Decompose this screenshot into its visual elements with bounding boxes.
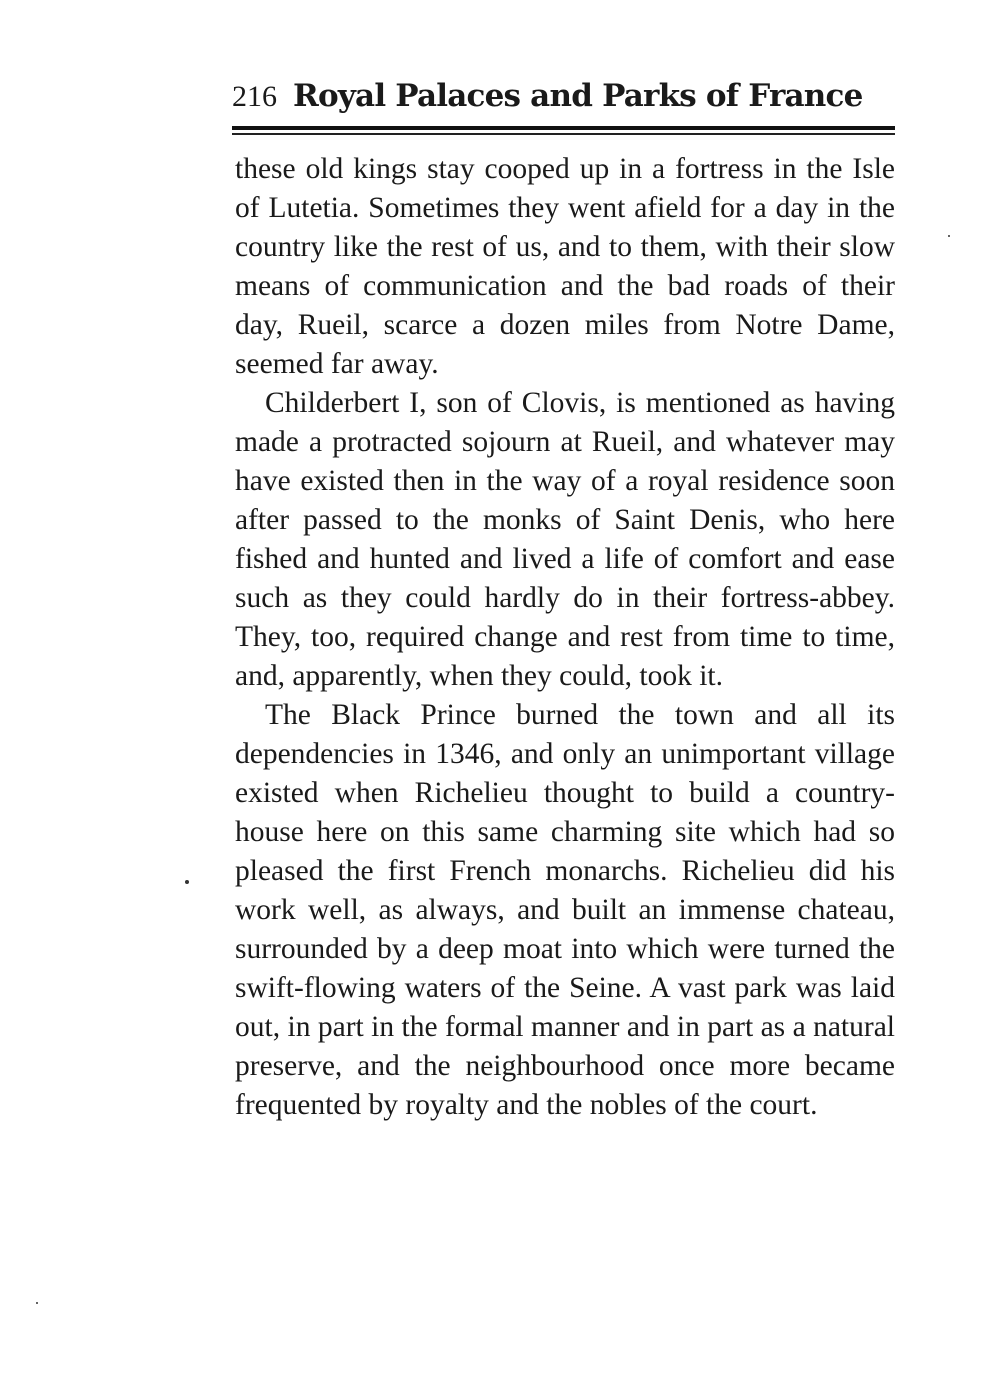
scan-speck <box>185 880 189 884</box>
body-text <box>235 150 895 1125</box>
header-rule-thick <box>232 126 895 130</box>
scan-speck <box>36 1302 38 1304</box>
paragraph-childerbert: Childerbert I, son of Clovis, is mentioned as having made a protracted sojourn at Rueil, and whatever may have existed then in the way of a royal residence soon after passed to the monks of Saint Denis, who here fished and hunted and lived a life of comfort and ease such as they could hardly do in their fortress-abbey. They, too, required change and rest from time to time, and, apparently, when they could, took it. <box>235 387 895 692</box>
page-number: 216 <box>232 80 277 113</box>
running-head <box>232 78 896 126</box>
paragraph-black-prince: The Black Prince burned the town and all its dependencies in 1346, and only an unimportant village existed when Richelieu thought to build a country-house here on this same charming site which had so pleased the first French monarchs. Richelieu did his work well, as always, and built an immense chateau, surrounded by a deep moat into which were turned the swift-flowing waters of the Seine. A vast park was laid out, in part in the formal manner and in part as a natural preserve, and the neighbourhood once more became frequented by royalty and the nobles of the court. <box>235 699 895 1121</box>
running-title: Royal Palaces and Parks of France <box>293 78 863 114</box>
header-rule-thin <box>232 133 895 135</box>
scan-speck <box>948 235 950 237</box>
paragraph-continued: these old kings stay cooped up in a fortress in the Isle of Lutetia. Sometimes they went afield for a day in the country like the rest of us, and to them, with their slow means of communication and the bad roads of their day, Rueil, scarce a dozen miles from Notre Dame, seemed far away. <box>235 153 895 380</box>
